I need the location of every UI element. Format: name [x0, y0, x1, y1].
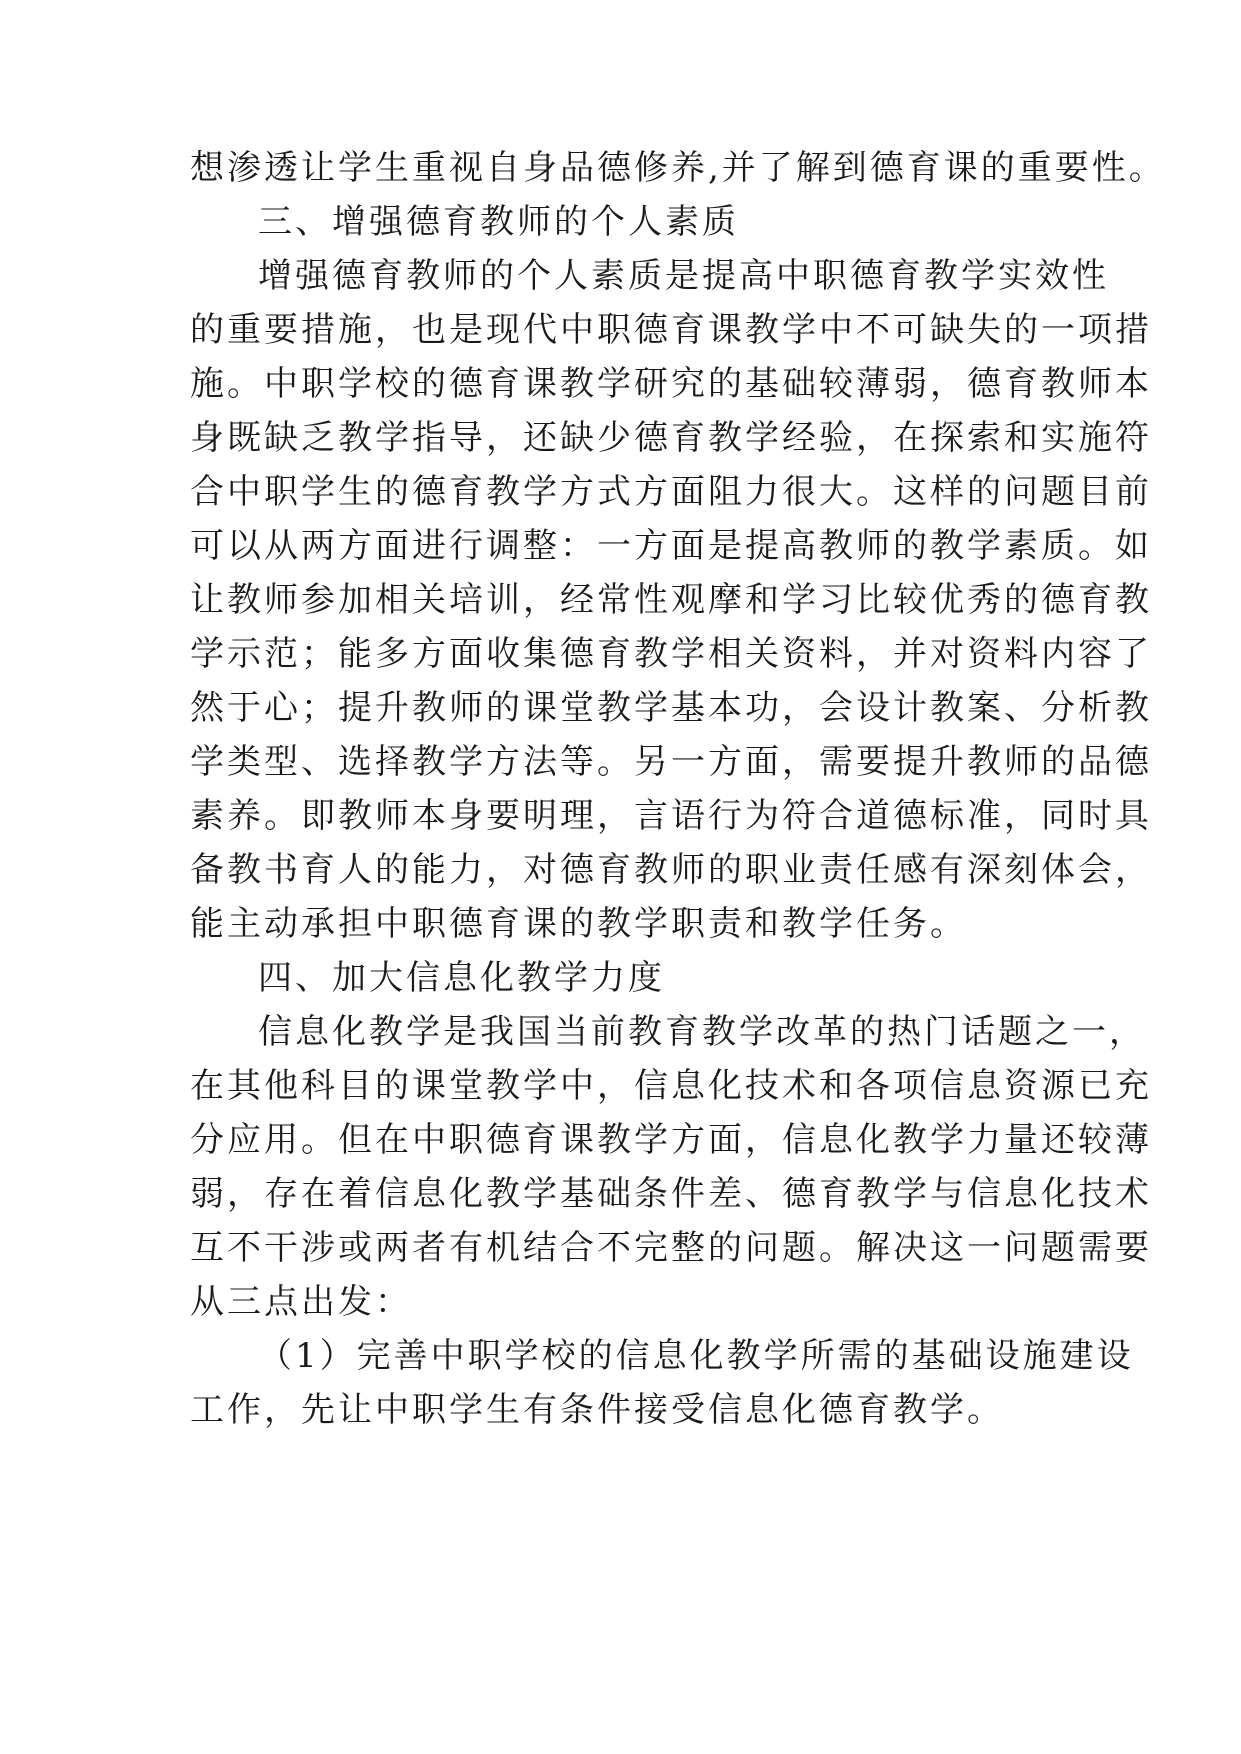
paragraph-line: 增强德育教师的个人素质是提高中职德育教学实效性 — [258, 256, 1109, 296]
paragraph-line: 施。中职学校的德育课教学研究的基础较薄弱，德育教师本 — [190, 364, 1152, 404]
paragraph-line: 学示范；能多方面收集德育教学相关资料，并对资料内容了 — [190, 634, 1152, 674]
paragraph-line: 互不干涉或两者有机结合不完整的问题。解决这一问题需要 — [190, 1228, 1152, 1268]
paragraph-line: 想渗透让学生重视自身品德修养,并了解到德育课的重要性。 — [190, 148, 1166, 188]
paragraph-line: 让教师参加相关培训，经常性观摩和学习比较优秀的德育教 — [190, 580, 1152, 620]
paragraph-line: 信息化教学是我国当前教育教学改革的热门话题之一， — [258, 1012, 1146, 1052]
paragraph-line: 在其他科目的课堂教学中，信息化技术和各项信息资源已充 — [190, 1066, 1152, 1106]
paragraph-line: 然于心；提升教师的课堂教学基本功，会设计教案、分析教 — [190, 688, 1152, 728]
paragraph-line: 的重要措施，也是现代中职德育课教学中不可缺失的一项措 — [190, 310, 1152, 350]
numbered-item: （1）完善中职学校的信息化教学所需的基础设施建设 — [258, 1336, 1134, 1376]
paragraph-line: 备教书育人的能力，对德育教师的职业责任感有深刻体会， — [190, 850, 1152, 890]
paragraph-line: 学类型、选择教学方法等。另一方面，需要提升教师的品德 — [190, 742, 1152, 782]
paragraph-line: 分应用。但在中职德育课教学方面，信息化教学力量还较薄 — [190, 1120, 1152, 1160]
paragraph-line: 素养。即教师本身要明理，言语行为符合道德标准，同时具 — [190, 796, 1152, 836]
paragraph-line: 可以从两方面进行调整：一方面是提高教师的教学素质。如 — [190, 526, 1152, 566]
paragraph-line: 工作，先让中职学生有条件接受信息化德育教学。 — [190, 1390, 1004, 1430]
paragraph-line: 弱，存在着信息化教学基础条件差、德育教学与信息化技术 — [190, 1174, 1152, 1214]
paragraph-line: 从三点出发： — [190, 1282, 412, 1322]
paragraph-line: 能主动承担中职德育课的教学职责和教学任务。 — [190, 904, 967, 944]
paragraph-line: 合中职学生的德育教学方式方面阻力很大。这样的问题目前 — [190, 472, 1152, 512]
section-heading: 四、加大信息化教学力度 — [258, 958, 665, 998]
paragraph-line: 身既缺乏教学指导，还缺少德育教学经验，在探索和实施符 — [190, 418, 1152, 458]
section-heading: 三、增强德育教师的个人素质 — [258, 202, 739, 242]
